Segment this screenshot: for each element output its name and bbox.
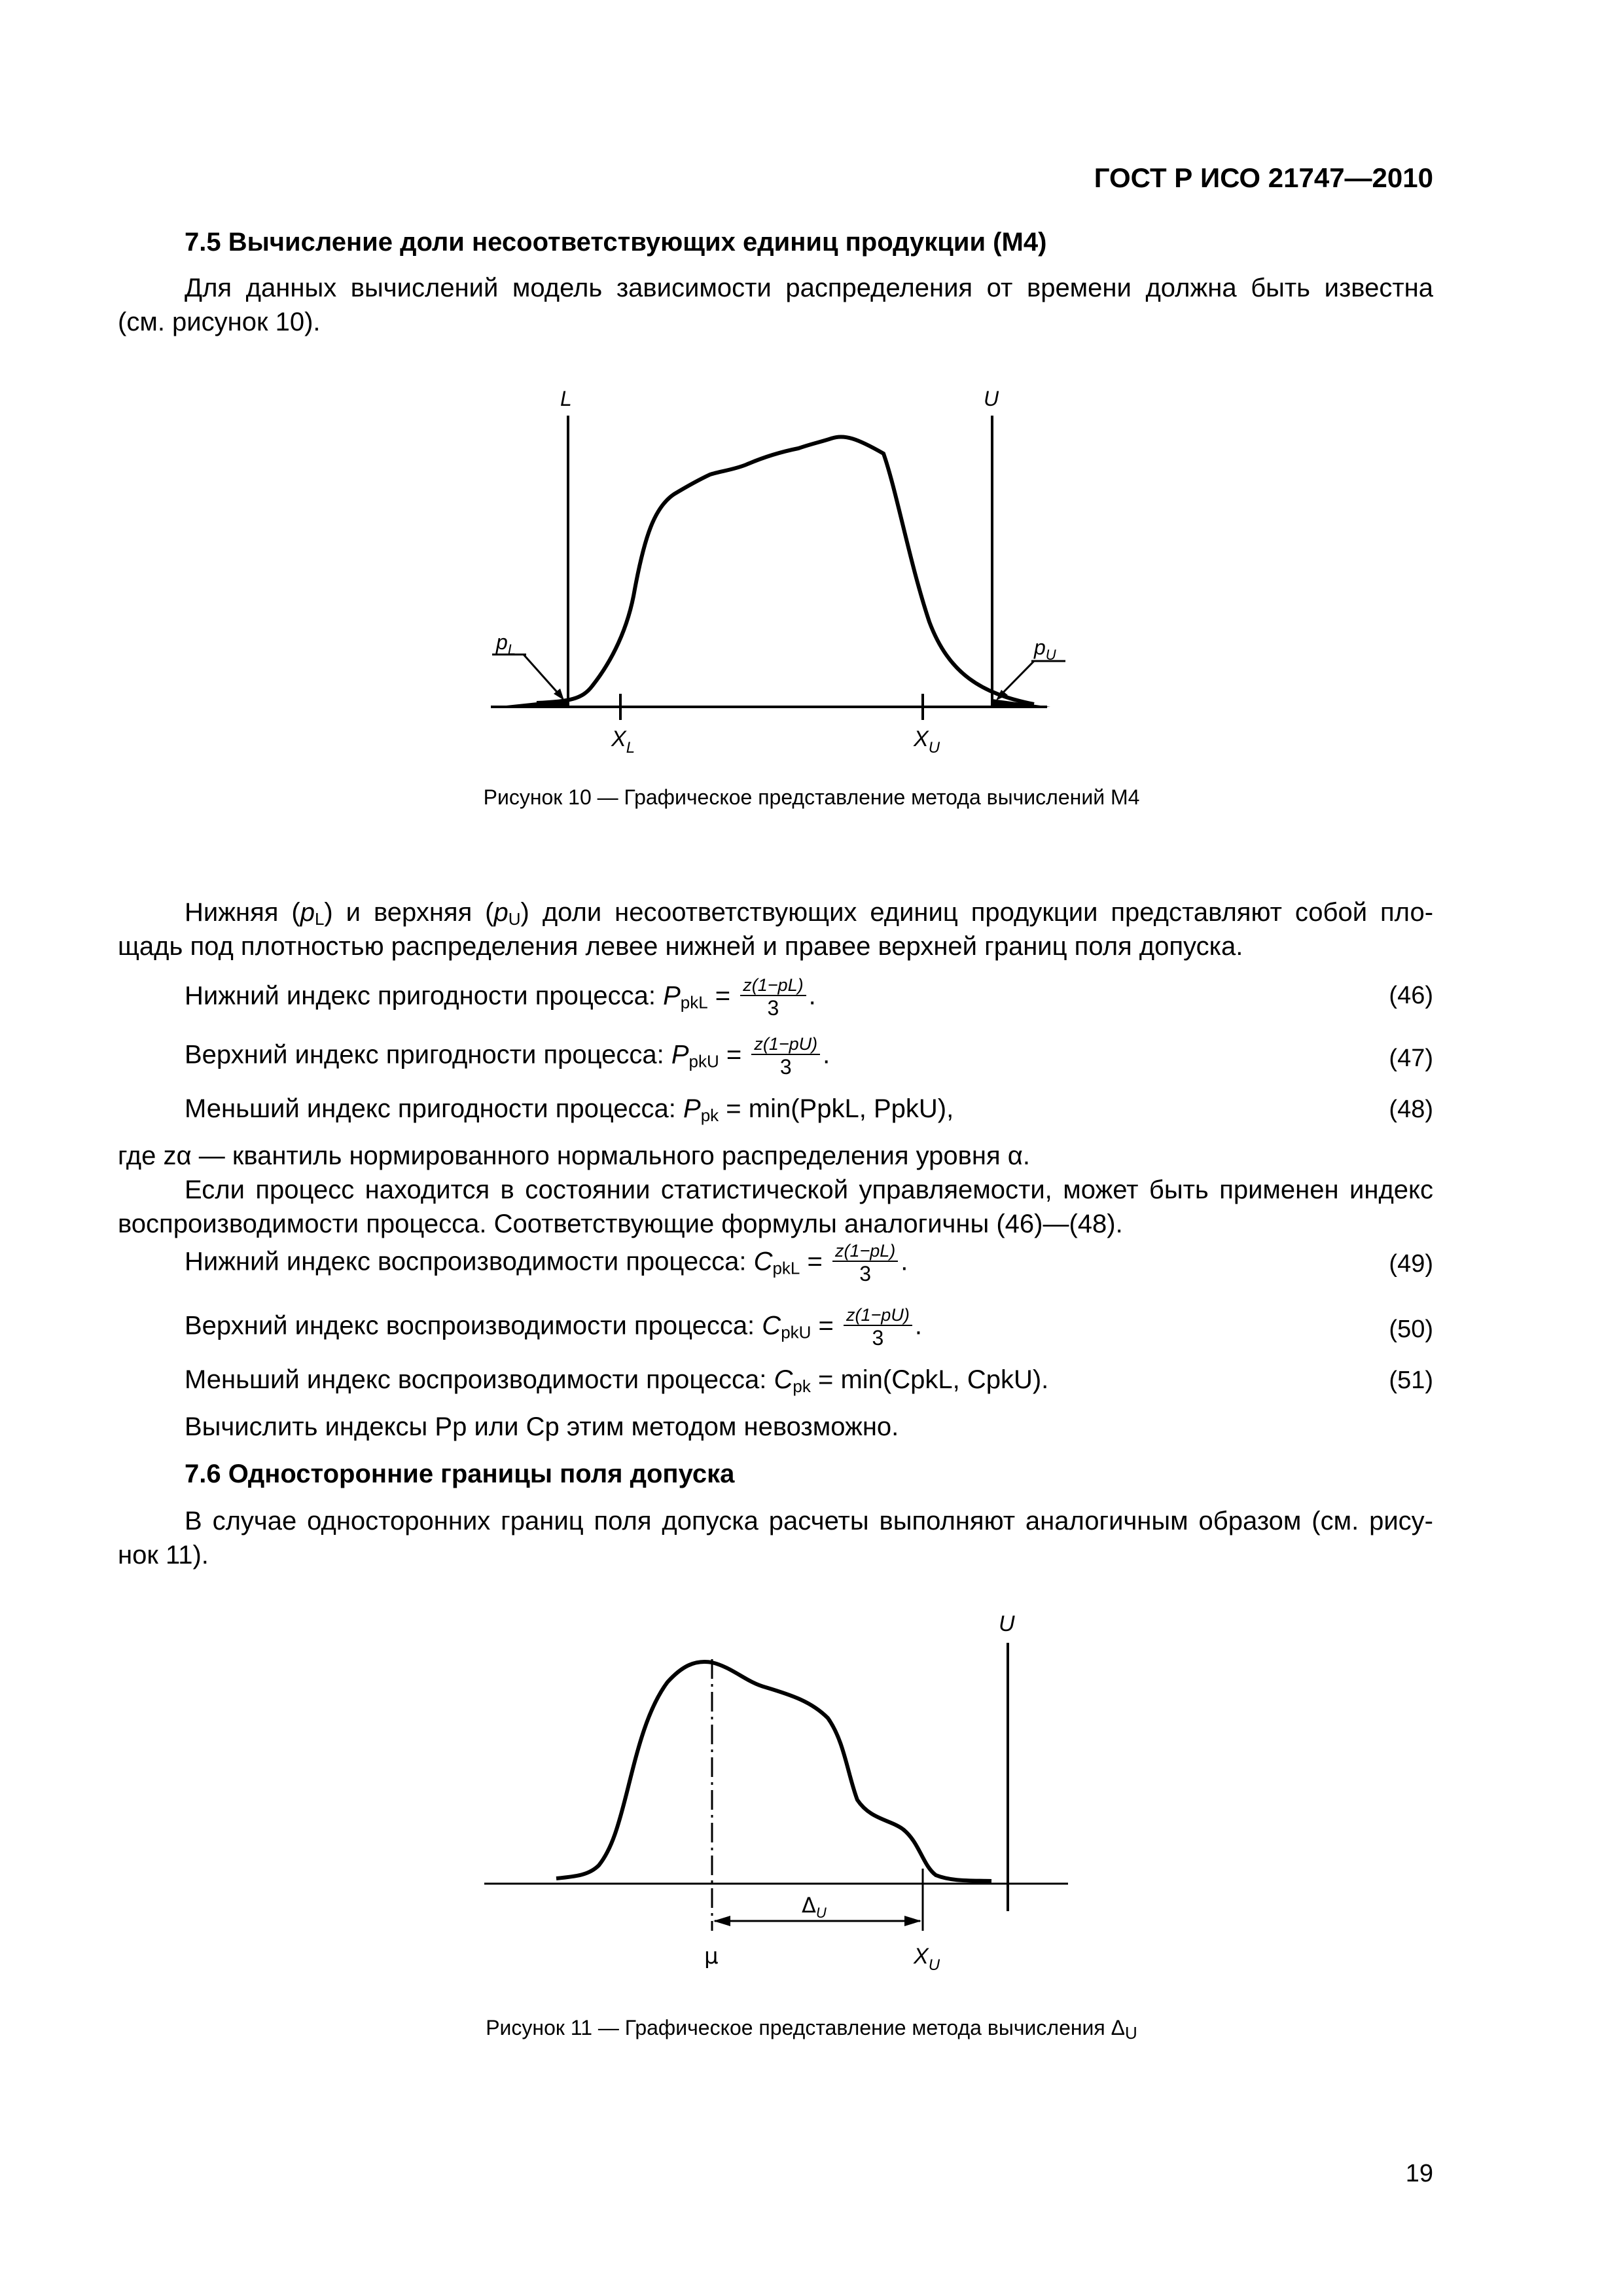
para2-line2: воспроизводимости процесса. Соответствующие формулы аналогичны (46)—(48).	[118, 1210, 1123, 1238]
equation-48-number: (48)	[1389, 1096, 1433, 1123]
equation-51: Меньший индекс воспроизводимости процесса: $C_{pk}$ = min(CpkL, CpkU).	[185, 1365, 1049, 1396]
fig10-label-XU: $X_U$	[914, 726, 940, 757]
equation-46-number: (46)	[1389, 982, 1433, 1009]
equation-46: Нижний индекс пригодности процесса: $P_{pkL}$ = $\frac{z(1-pL)}{3}$ .	[185, 975, 816, 1020]
fig11-label-delta: $\Delta_U$	[802, 1893, 827, 1921]
section-7-5-intro-line2: (см. рисунок 10).	[118, 308, 321, 336]
para1-line2: щадь под плотностью распределения левее нижней и правее верхней границ поля допуска.	[118, 932, 1243, 961]
equation-48: Меньший индекс пригодности процесса: $P_{pk}$ = min(PpkL, PpkU),	[185, 1094, 954, 1125]
impossible-note: Вычислить индексы Pp или Cp этим методом невозможно.	[185, 1412, 899, 1441]
fig11-label-U: U	[999, 1611, 1015, 1636]
fig10-distribution-curve	[537, 437, 1034, 704]
fig10-label-pU: $p_U$	[1034, 636, 1056, 663]
equation-50-number: (50)	[1389, 1316, 1433, 1343]
equation-50: Верхний индекс воспроизводимости процесса: $C_{pkU}$ = $\frac{z(1-pU)}{3}$ .	[185, 1305, 922, 1350]
equation-49-number: (49)	[1389, 1250, 1433, 1278]
figure-10-caption: Рисунок 10 — Графическое представление метода вычислений М4	[483, 785, 1140, 809]
para2-line1: Если процесс находится в состоянии статистической управляемости, может быть применен индекс	[185, 1175, 1433, 1204]
fig11-label-XU: $X_U$	[914, 1944, 940, 1974]
document-header: ГОСТ Р ИСО 21747—2010	[1094, 162, 1433, 193]
section-7-5-intro-line1: Для данных вычислений модель зависимости распределения от времени должна быть известна	[185, 274, 1433, 302]
equation-47: Верхний индекс пригодности процесса: $P_{pkU}$ = $\frac{z(1-pU)}{3}$ .	[185, 1034, 830, 1079]
para1-line1: Нижняя $(p_L)$ и верхняя $(p_U)$ доли несоответствующих единиц продукции представляют собой пло-	[185, 898, 1434, 929]
section-7-6-line2: нок 11).	[118, 1541, 209, 1570]
equation-47-number: (47)	[1389, 1045, 1433, 1072]
fig10-label-L: L	[560, 387, 572, 410]
figure-11	[471, 1590, 1099, 1983]
fig11-distribution-curve	[556, 1662, 991, 1881]
fig11-delta-arrow-left	[713, 1916, 730, 1926]
fig10-pl-leader	[524, 655, 562, 697]
figure-10	[458, 367, 1113, 772]
fig10-label-pL: $p_L$	[496, 630, 516, 658]
page-number: 19	[1405, 2160, 1433, 2187]
figure-11-caption: Рисунок 11 — Графическое представление метода вычисления $\Delta_U$	[486, 2016, 1137, 2043]
equation-49: Нижний индекс воспроизводимости процесса: $C_{pkL}$ = $\frac{z(1-pL)}{3}$ .	[185, 1241, 908, 1285]
section-7-5-title: 7.5 Вычисление доли несоответствующих единиц продукции (М4)	[185, 228, 1047, 257]
fig11-label-mu: μ	[704, 1943, 719, 1969]
fig10-label-U: U	[984, 387, 999, 410]
section-7-6-title: 7.6 Односторонние границы поля допуска	[185, 1460, 735, 1488]
fig10-pu-leader	[999, 661, 1034, 697]
fig10-label-XL: $X_L$	[611, 726, 635, 757]
section-7-6-line1: В случае односторонних границ поля допуска расчеты выполняют аналогичным образом (см. рису-	[185, 1507, 1433, 1535]
where-z-alpha: где zα — квантиль нормированного нормального распределения уровня α.	[118, 1141, 1031, 1170]
equation-51-number: (51)	[1389, 1367, 1433, 1394]
fig11-delta-arrow-right	[904, 1916, 921, 1926]
